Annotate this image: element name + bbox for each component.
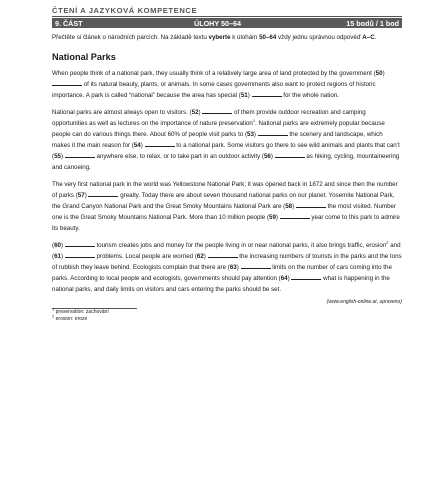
footnote-text: preservation: zachování (54, 309, 109, 316)
paragraph-text: what is happening in the national parks, and daily limits on visitors and cars entering the parks should be set. (52, 275, 390, 294)
paragraph-text: ( (52, 242, 55, 250)
footnote-mark: 2 (386, 240, 389, 246)
footnote (52, 313, 402, 323)
answer-blank[interactable] (241, 262, 271, 269)
paragraph (52, 179, 402, 234)
section-title: ČTENÍ A JAZYKOVÁ KOMPETENCE (52, 6, 402, 17)
paragraph-text: The very first national park in the world was Yellowstone National Park; it was opened back in 1872 and since then the number of parks ( (52, 181, 398, 200)
answer-blank[interactable] (258, 129, 288, 136)
gap-number: 56 (263, 153, 271, 161)
paragraph-text: ) (275, 214, 280, 222)
paragraph-text: ) (287, 275, 292, 283)
paragraph-text: ) (236, 264, 241, 272)
paragraph (52, 68, 402, 101)
answer-blank[interactable] (145, 140, 175, 147)
gap-number: 59 (269, 214, 276, 222)
paragraph-text: the most visited. Number one is the Great Smoky Mountains National Park. More than 10 million people ( (52, 203, 397, 222)
tasks-label: ÚLOHY 50–64 (194, 18, 242, 28)
paragraph-text: for the whole nation. (281, 92, 339, 100)
footnote-text: erosion: eroze (54, 316, 88, 323)
paragraph-text: greatly. Today there are about seven thousand national parks on our planet. Yosemite National Park, the Grand Canyon National Park and the Great Smoky Mountains National Park are ( (52, 192, 395, 211)
paragraph-text: tourism creates jobs and money for the people living in or near national parks, it also brings traffic, erosion (94, 242, 387, 250)
paragraph-text: ) (253, 131, 258, 139)
answer-blank[interactable] (65, 251, 95, 258)
answer-blank[interactable] (88, 190, 118, 197)
gap-number: 53 (247, 131, 254, 139)
answer-blank[interactable] (252, 90, 282, 97)
answer-blank[interactable] (202, 107, 232, 114)
article-body (52, 68, 402, 295)
gap-number: 64 (280, 275, 288, 283)
paragraph-text: to a national park. Some visitors go there to see wild animals and plants that can’t ( (52, 142, 400, 161)
answer-blank[interactable] (275, 151, 305, 158)
paragraph-text: year come to this park to admire its beauty. (52, 214, 400, 233)
gap-number: 60 (54, 242, 61, 250)
gap-number: 55 (54, 153, 61, 161)
article-title: National Parks (52, 52, 116, 63)
paragraph-text: ) (140, 142, 145, 150)
paragraph-text: ) (203, 253, 208, 261)
answer-blank[interactable] (280, 212, 310, 219)
gap-number: 63 (229, 264, 237, 272)
paragraph-text: National parks are almost always open to visitors. ( (52, 109, 192, 117)
instructions: Přečtěte si článek o národních parcích. Na základě textu vyberte k úlohám 50–64 vždy jednu správnou odpověď A–C. (52, 34, 377, 41)
paragraph-text: ) (84, 192, 89, 200)
paragraph-text: ) (247, 92, 252, 100)
gap-number: 50 (375, 70, 383, 78)
paragraph-text: ) (60, 153, 65, 161)
paragraph-text: as hiking, cycling, mountaineering and canoeing. (52, 153, 400, 172)
paragraph-text: the scenery and landscape, which makes it the main reason for ( (52, 131, 383, 150)
gap-number: 58 (285, 203, 293, 211)
footnote-mark: 2 (52, 313, 55, 319)
part-bar (52, 18, 402, 28)
answer-blank[interactable] (291, 273, 321, 280)
paragraph-text: ) (60, 253, 65, 261)
exam-page (52, 6, 402, 323)
answer-blank[interactable] (65, 240, 95, 247)
footnote-mark: 1 (52, 306, 55, 312)
answer-blank[interactable] (296, 201, 326, 208)
answer-blank[interactable] (65, 151, 95, 158)
paragraph-text: the increasing numbers of tourists in the parks and the tons of rubbish they leave behind. Ecologists complain that there are ( (52, 253, 402, 272)
paragraph-text: and ( (52, 242, 401, 261)
paragraph-text: ) (382, 70, 385, 78)
paragraph-text: ) (292, 203, 296, 211)
paragraph-text: of them provide outdoor recreation and camping opportunities as well as lectures on the importance of nature preservation (52, 109, 366, 128)
paragraph-text: of its natural beauty, plants, or animals. In some cases governments also want to protect regions of historic importance. A park is called “national” because the area has special ( (52, 81, 376, 100)
answer-blank[interactable] (208, 251, 238, 258)
part-label: 9. ČÁST (55, 18, 83, 28)
gap-number: 54 (133, 142, 141, 150)
points-label: 15 bodů / 1 bod (346, 18, 399, 28)
gap-number: 57 (77, 192, 85, 200)
paragraph-text: . National parks are extremely popular because people can do various things there. About 60% of people visit parks to ( (52, 120, 385, 139)
paragraph-text: ) (270, 153, 275, 161)
paragraph (52, 107, 402, 173)
paragraph-text: When people think of a national park, they usually think of a relatively large area of land protected by the government ( (52, 70, 376, 78)
paragraph-text: problems. Local people are worried ( (94, 253, 197, 261)
gap-number: 61 (54, 253, 61, 261)
source-credit: (www.english-online.at, upraveno) (326, 299, 402, 306)
answer-blank[interactable] (52, 79, 82, 86)
gap-number: 51 (240, 92, 248, 100)
paragraph-text: ) (60, 242, 65, 250)
footnotes (52, 306, 402, 323)
paragraph-text: anywhere else, to relax, or to take part in an outdoor activity ( (94, 153, 264, 161)
gap-number: 62 (196, 253, 204, 261)
paragraph-text: ) (198, 109, 203, 117)
paragraph-text: limits on the number of cars coming into the parks. According to local people and ecologists, governments should pay attention ( (52, 264, 392, 283)
footnote-mark: 1 (252, 118, 256, 124)
paragraph (52, 240, 402, 295)
gap-number: 52 (191, 109, 199, 117)
footnote (52, 306, 402, 316)
